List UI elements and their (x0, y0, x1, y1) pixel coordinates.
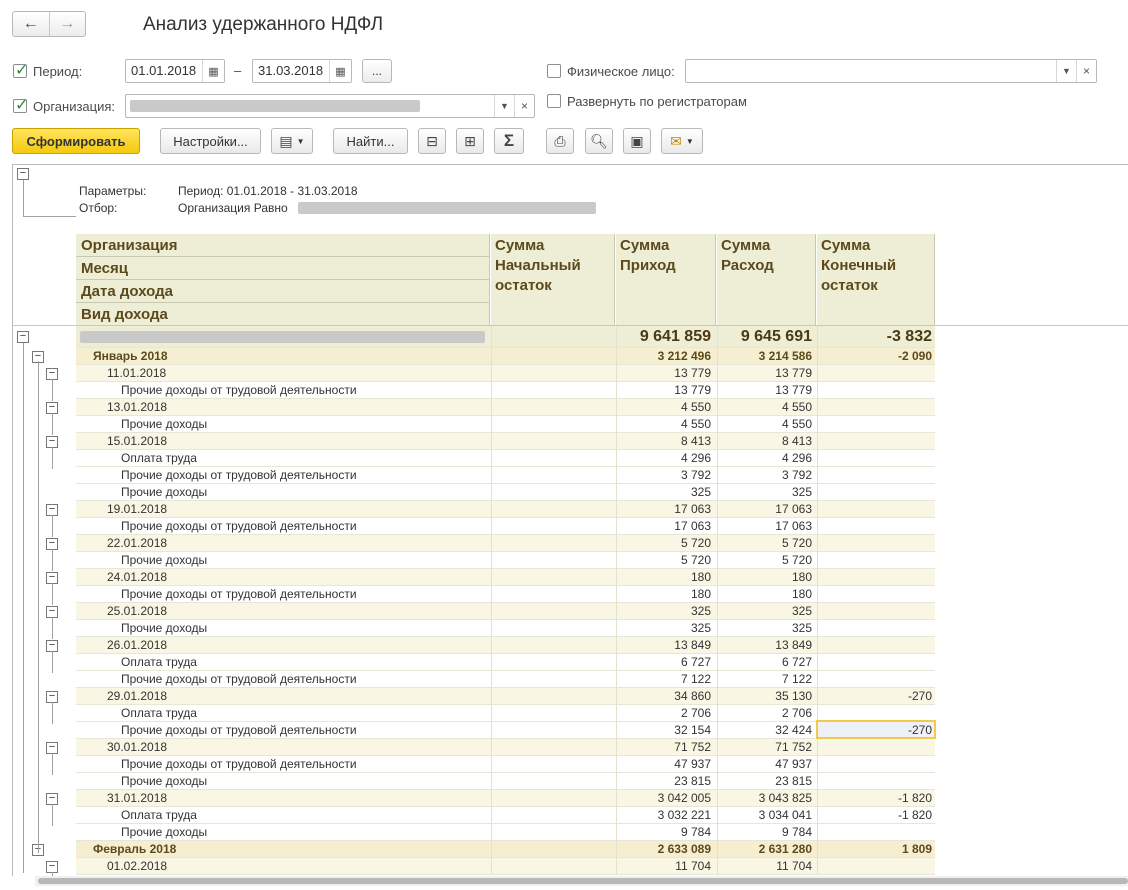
income-value: 47 937 (674, 757, 711, 771)
date-row[interactable] (76, 739, 935, 756)
income-value: 4 550 (680, 400, 711, 414)
income-type-row[interactable] (76, 467, 935, 484)
date-row[interactable] (76, 790, 935, 807)
income-value: 5 720 (680, 553, 711, 567)
expense-value: 9 784 (781, 825, 812, 839)
expense-value: 8 413 (781, 434, 812, 448)
variants-button[interactable] (271, 128, 313, 154)
forward-button[interactable] (49, 12, 86, 36)
period-checkbox[interactable] (13, 64, 27, 78)
expense-value: 3 792 (781, 468, 812, 482)
expense-value: 2 631 280 (758, 842, 812, 856)
header-closing-balance: Сумма Конечный остаток (817, 234, 935, 325)
back-button[interactable] (13, 12, 49, 36)
preview-icon: 🔍︎ (590, 132, 608, 149)
income-value: 325 (690, 604, 711, 618)
filter-value: Организация Равно (178, 201, 288, 215)
row-label: 25.01.2018 (107, 604, 168, 618)
period-select-button[interactable]: ... (362, 59, 392, 83)
expense-value: 3 043 825 (758, 791, 812, 805)
date-row[interactable] (76, 858, 935, 875)
expense-value: 325 (791, 621, 812, 635)
row-label: 13.01.2018 (107, 400, 168, 414)
income-value: 34 860 (674, 689, 711, 703)
filter-label: Отбор: (79, 201, 118, 215)
income-type-row[interactable] (76, 518, 935, 535)
date-row[interactable] (76, 688, 935, 705)
row-label: Прочие доходы (121, 774, 208, 788)
redacted-filter-org (298, 202, 596, 214)
row-label: 22.01.2018 (107, 536, 168, 550)
closing-value: -2 090 (897, 349, 932, 363)
income-type-row[interactable] (76, 382, 935, 399)
row-label: 30.01.2018 (107, 740, 168, 754)
date-row[interactable] (76, 637, 935, 654)
collapse-toggle-icon[interactable]: − (32, 351, 44, 363)
expand-registrars-checkbox[interactable] (547, 94, 561, 108)
income-type-row[interactable] (76, 756, 935, 773)
income-type-row[interactable] (76, 416, 935, 433)
month-row[interactable] (76, 348, 935, 365)
individual-label: Физическое лицо: (567, 64, 675, 79)
income-value: 180 (690, 570, 711, 584)
params-label: Параметры: (79, 184, 147, 198)
expense-value: 13 779 (775, 383, 812, 397)
collapse-toggle-icon[interactable]: − (46, 436, 58, 448)
expense-value: 180 (791, 570, 812, 584)
preview-button[interactable] (585, 128, 613, 154)
row-label: 31.01.2018 (107, 791, 168, 805)
collapse-toggle-icon[interactable]: − (46, 691, 58, 703)
expense-value: 3 034 041 (758, 808, 812, 822)
closing-value: -270 (907, 723, 932, 737)
redacted-organization-name (80, 331, 485, 343)
income-value: 3 212 496 (657, 349, 711, 363)
expense-value: 6 727 (781, 655, 812, 669)
nav-buttons (12, 11, 86, 37)
expense-value: 180 (791, 587, 812, 601)
income-value: 9 784 (680, 825, 711, 839)
individual-checkbox[interactable] (547, 64, 561, 78)
row-label: Прочие доходы от трудовой деятельности (121, 723, 357, 737)
collapse-toggle-icon[interactable]: − (46, 606, 58, 618)
expense-value: 13 779 (775, 366, 812, 380)
income-value: 17 063 (674, 519, 711, 533)
income-type-row[interactable] (76, 807, 935, 824)
expense-value: 11 704 (776, 859, 812, 873)
date-row[interactable] (76, 569, 935, 586)
expense-value: 325 (791, 485, 812, 499)
envelope-icon: ✉ (670, 132, 682, 149)
expense-value: 17 063 (775, 502, 812, 516)
collapse-toggle-icon[interactable]: − (46, 640, 58, 652)
income-value: 180 (690, 587, 711, 601)
collapse-toggle-icon[interactable]: − (46, 538, 58, 550)
row-label: Прочие доходы от трудовой деятельности (121, 383, 357, 397)
date-row[interactable] (76, 399, 935, 416)
income-value: 11 704 (675, 859, 711, 873)
organization-checkbox[interactable] (13, 99, 27, 113)
collapse-toggle-icon[interactable]: − (46, 504, 58, 516)
organization-label: Организация: (33, 99, 116, 114)
row-label: Прочие доходы от трудовой деятельности (121, 468, 357, 482)
row-label: Оплата труда (121, 706, 197, 720)
generate-button[interactable]: Сформировать (12, 128, 140, 154)
income-type-row[interactable] (76, 484, 935, 501)
income-value: 32 154 (674, 723, 711, 737)
total-income: 9 641 859 (639, 328, 711, 345)
arrow-right-icon: → (59, 15, 76, 32)
row-label: 26.01.2018 (107, 638, 168, 652)
closing-value: 1 809 (901, 842, 932, 856)
clear-icon[interactable]: × (1076, 60, 1096, 82)
closing-value: -1 820 (897, 791, 932, 805)
row-label: 19.01.2018 (107, 502, 168, 516)
arrow-left-icon: ← (22, 15, 39, 32)
save-button[interactable] (623, 128, 651, 154)
row-label: Прочие доходы (121, 417, 208, 431)
expense-value: 5 720 (781, 553, 812, 567)
income-value: 3 032 221 (657, 808, 711, 822)
collapse-toggle-icon[interactable]: − (46, 402, 58, 414)
row-label: Прочие доходы от трудовой деятельности (121, 757, 357, 771)
row-label: 29.01.2018 (107, 689, 168, 703)
row-label: 11.01.2018 (107, 366, 167, 380)
row-label: Оплата труда (121, 808, 197, 822)
header-month: Месяц (76, 257, 489, 280)
printer-icon: ⎙ (554, 132, 566, 149)
row-label: Прочие доходы (121, 553, 208, 567)
header-income: Сумма Приход (616, 234, 716, 325)
period-to-input[interactable] (252, 59, 352, 83)
row-label: 24.01.2018 (107, 570, 168, 584)
row-label: Оплата труда (121, 451, 197, 465)
month-row[interactable] (76, 841, 935, 858)
income-value: 71 752 (674, 740, 711, 754)
row-label: 01.02.2018 (107, 859, 168, 873)
income-value: 2 633 089 (657, 842, 711, 856)
header-income-date: Дата дохода (76, 280, 489, 303)
period-to-value: 31.03.2018 (258, 63, 324, 78)
row-label: Прочие доходы от трудовой деятельности (121, 519, 357, 533)
row-label: Прочие доходы от трудовой деятельности (121, 672, 357, 686)
expense-value: 23 815 (775, 774, 812, 788)
report-spreadsheet[interactable] (12, 164, 1128, 876)
date-row[interactable] (76, 603, 935, 620)
income-value: 2 706 (680, 706, 711, 720)
row-label: Оплата труда (121, 655, 197, 669)
row-label: Январь 2018 (93, 349, 168, 363)
collapse-toggle-icon[interactable]: − (46, 572, 58, 584)
collapse-toggle-icon[interactable]: − (32, 844, 44, 856)
collapse-toggle-icon[interactable]: − (46, 368, 58, 380)
income-value: 17 063 (674, 502, 711, 516)
expense-value: 3 214 586 (758, 349, 812, 363)
income-type-row[interactable] (76, 671, 935, 688)
page-title: Анализ удержанного НДФЛ (143, 14, 384, 35)
find-button[interactable]: Найти... (333, 128, 408, 154)
collapse-toggle-icon[interactable]: − (17, 168, 29, 180)
income-type-row[interactable] (76, 450, 935, 467)
clear-icon[interactable]: × (514, 95, 534, 117)
sigma-icon: Σ (503, 131, 515, 150)
income-value: 6 727 (680, 655, 711, 669)
income-value: 13 779 (674, 383, 711, 397)
row-label: Прочие доходы (121, 485, 208, 499)
checkmark-icon: ✓ (15, 62, 29, 79)
report-variant-icon: ▤ (279, 132, 293, 149)
expense-value: 32 424 (775, 723, 812, 737)
period-label: Период: (33, 64, 83, 79)
total-closing: -3 832 (886, 328, 932, 345)
settings-button[interactable]: Настройки... (160, 128, 261, 154)
date-row[interactable] (76, 535, 935, 552)
income-type-row[interactable] (76, 824, 935, 841)
grouping-header (76, 234, 490, 325)
collapse-groups-button[interactable] (418, 128, 446, 154)
chevron-down-icon: ▼ (296, 136, 305, 146)
expense-value: 4 550 (781, 400, 812, 414)
income-type-row[interactable] (76, 773, 935, 790)
collapse-toggle-icon[interactable]: − (46, 742, 58, 754)
individual-input[interactable] (685, 59, 1097, 83)
row-label: Прочие доходы (121, 825, 208, 839)
chevron-down-icon[interactable]: ▼ (1056, 60, 1076, 82)
closing-value: -1 820 (897, 808, 932, 822)
income-value: 3 792 (680, 468, 711, 482)
closing-value: -270 (907, 689, 932, 703)
income-value: 8 413 (680, 434, 711, 448)
expense-value: 17 063 (775, 519, 812, 533)
total-expense: 9 645 691 (740, 328, 812, 345)
income-type-row[interactable] (76, 552, 935, 569)
floppy-disk-icon: ▣ (630, 132, 644, 149)
collapse-icon: ⊟ (426, 132, 438, 149)
sum-button[interactable] (494, 128, 524, 154)
date-row[interactable] (76, 365, 935, 382)
header-organization: Организация (76, 234, 489, 257)
income-type-row[interactable] (76, 722, 935, 739)
expense-value: 4 296 (781, 451, 812, 465)
income-value: 13 779 (674, 366, 711, 380)
checkmark-icon: ✓ (15, 97, 29, 114)
header-opening-balance: Сумма Начальный остаток (491, 234, 615, 325)
params-value: Период: 01.01.2018 - 31.03.2018 (178, 184, 358, 198)
expense-value: 35 130 (775, 689, 812, 703)
date-row[interactable] (76, 433, 935, 450)
expense-value: 13 849 (775, 638, 812, 652)
income-value: 4 296 (680, 451, 711, 465)
income-type-row[interactable] (76, 620, 935, 637)
total-row[interactable] (76, 326, 935, 348)
organization-input[interactable] (125, 94, 535, 118)
header-expense: Сумма Расход (717, 234, 816, 325)
header-income-type: Вид дохода (81, 306, 168, 323)
income-type-row[interactable] (76, 654, 935, 671)
expense-value: 2 706 (781, 706, 812, 720)
expand-icon: ⊞ (464, 132, 476, 149)
collapse-toggle-icon[interactable]: − (46, 861, 58, 873)
income-value: 23 815 (674, 774, 711, 788)
expense-value: 325 (791, 604, 812, 618)
income-value: 325 (690, 485, 711, 499)
income-value: 325 (690, 621, 711, 635)
income-value: 4 550 (680, 417, 711, 431)
collapse-toggle-icon[interactable]: − (17, 331, 29, 343)
calendar-icon[interactable]: ▦ (329, 60, 351, 82)
horizontal-scrollbar-thumb[interactable] (38, 878, 1128, 884)
send-email-button[interactable] (661, 128, 703, 154)
redacted-organization (130, 100, 420, 112)
income-value: 7 122 (680, 672, 711, 686)
calendar-icon[interactable]: ▦ (202, 60, 224, 82)
income-value: 5 720 (680, 536, 711, 550)
collapse-toggle-icon[interactable]: − (46, 793, 58, 805)
income-value: 3 042 005 (657, 791, 711, 805)
expense-value: 47 937 (775, 757, 812, 771)
chevron-down-icon: ▼ (685, 136, 694, 146)
row-label: Февраль 2018 (93, 842, 177, 856)
expand-groups-button[interactable] (456, 128, 484, 154)
expense-value: 5 720 (781, 536, 812, 550)
period-dash: – (234, 63, 242, 78)
expense-value: 4 550 (781, 417, 812, 431)
income-value: 13 849 (674, 638, 711, 652)
chevron-down-icon[interactable]: ▼ (494, 95, 514, 117)
period-from-value: 01.01.2018 (131, 63, 197, 78)
expand-registrars-label: Развернуть по регистраторам (567, 94, 747, 109)
income-type-row[interactable] (76, 705, 935, 722)
print-button[interactable] (546, 128, 574, 154)
income-type-row[interactable] (76, 586, 935, 603)
row-label: Прочие доходы от трудовой деятельности (121, 587, 357, 601)
expense-value: 7 122 (781, 672, 812, 686)
expense-value: 71 752 (775, 740, 812, 754)
period-from-input[interactable] (125, 59, 225, 83)
date-row[interactable] (76, 501, 935, 518)
row-label: Прочие доходы (121, 621, 208, 635)
row-label: 15.01.2018 (107, 434, 168, 448)
